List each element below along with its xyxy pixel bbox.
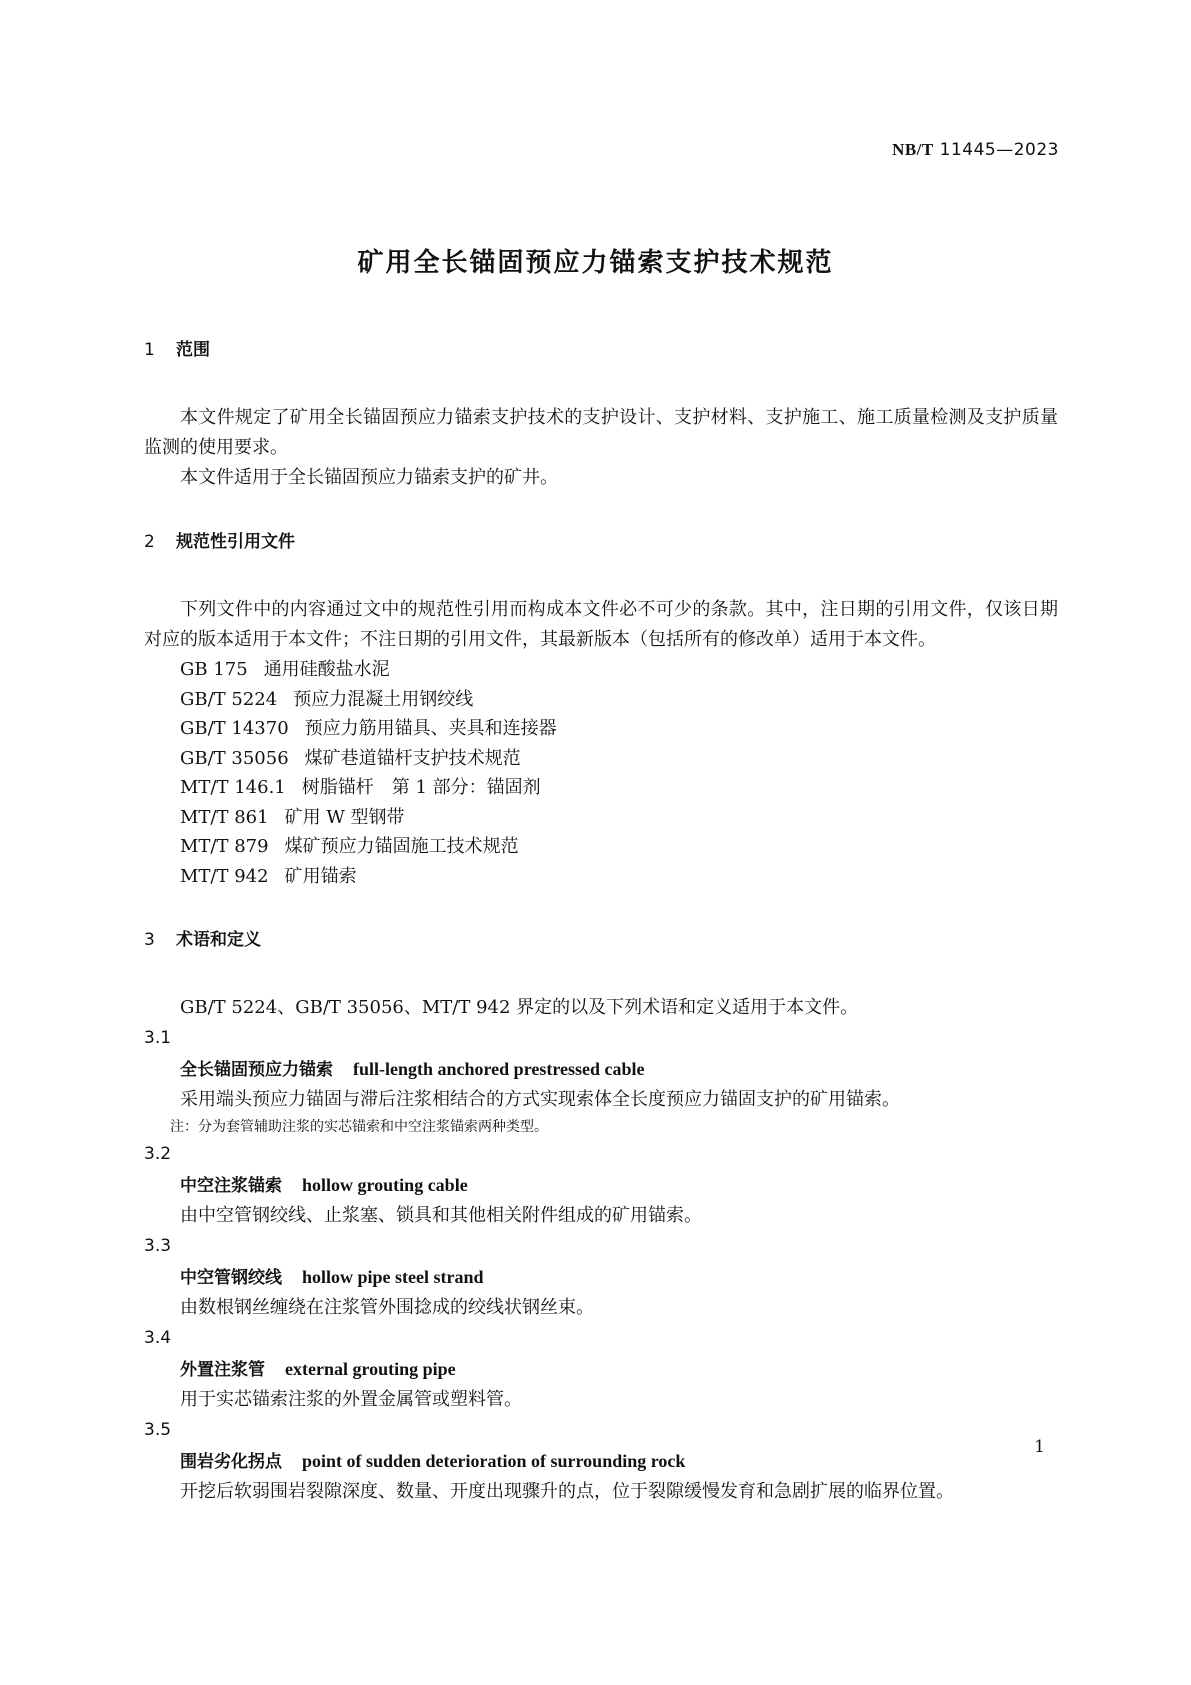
reference-title: 煤矿预应力锚固施工技术规范	[284, 836, 519, 857]
term-title	[144, 1262, 1058, 1293]
term-number: 3.1	[144, 1028, 172, 1048]
reference-code: MT/T 942	[180, 865, 269, 887]
section-title: 范围	[176, 340, 210, 360]
section-heading-references	[144, 527, 1058, 557]
term-title-en: point of sudden deterioration of surrounding rock	[302, 1451, 686, 1471]
section-title: 规范性引用文件	[176, 532, 295, 552]
section-heading-terms	[144, 925, 1058, 955]
reference-code: GB/T 14370	[180, 718, 289, 739]
term-title-zh: 中空注浆锚索	[180, 1176, 282, 1196]
term-title-en: hollow pipe steel strand	[302, 1267, 484, 1287]
terms-intro: GB/T 5224、GB/T 35056、MT/T 942 界定的以及下列术语和定义适用于本文件。	[180, 997, 859, 1018]
reference-code: GB 175	[180, 659, 248, 680]
term-definition: 用于实芯锚索注浆的外置金属管或塑料管。	[180, 1389, 522, 1410]
standard-code-number: 11445—2023	[939, 140, 1059, 160]
term-entry	[144, 1231, 1058, 1323]
reference-title: 树脂锚杆 第 1 部分：锚固剂	[301, 777, 541, 798]
term-title-zh: 中空管钢绞线	[180, 1268, 282, 1288]
reference-item	[144, 803, 1058, 833]
term-number: 3.2	[144, 1144, 172, 1164]
reference-title: 矿用锚索	[284, 865, 357, 887]
reference-item	[144, 862, 1058, 892]
term-title	[144, 1354, 1058, 1385]
term-number: 3.5	[144, 1420, 172, 1440]
reference-title: 通用硅酸盐水泥	[263, 659, 390, 680]
term-title	[144, 1446, 1058, 1477]
reference-title: 预应力筋用锚具、夹具和连接器	[304, 718, 557, 739]
term-entry	[144, 1323, 1058, 1415]
section-title: 术语和定义	[176, 930, 261, 950]
term-entry	[144, 1415, 1058, 1507]
term-definition: 采用端头预应力锚固与滞后注浆相结合的方式实现索体全长度预应力锚固支护的矿用锚索。	[180, 1089, 900, 1110]
standard-code-prefix: NB/T	[892, 140, 934, 159]
term-number: 3.3	[144, 1236, 172, 1256]
scope-paragraph-1: 本文件规定了矿用全长锚固预应力锚索支护技术的支护设计、支护材料、支护施工、施工质量检测及支护质量监测的使用要求。	[144, 407, 1058, 458]
reference-code: MT/T 861	[180, 806, 269, 828]
reference-item	[144, 773, 1058, 803]
reference-item	[144, 744, 1058, 774]
reference-title: 预应力混凝土用钢绞线	[293, 688, 474, 710]
reference-code: GB/T 35056	[180, 747, 289, 769]
document-body	[144, 335, 1058, 1507]
term-entry	[144, 1023, 1058, 1139]
term-title-en: external grouting pipe	[285, 1359, 456, 1379]
reference-code: MT/T 879	[180, 836, 269, 857]
term-definition: 由数根钢丝缠绕在注浆管外围捻成的绞线状钢丝束。	[180, 1297, 594, 1318]
reference-code: MT/T 146.1	[180, 777, 286, 798]
reference-item	[144, 655, 1058, 685]
term-definition: 由中空管钢绞线、止浆塞、锁具和其他相关附件组成的矿用锚索。	[180, 1205, 702, 1226]
section-heading-scope	[144, 335, 1058, 365]
document-title: 矿用全长锚固预应力锚索支护技术规范	[357, 248, 834, 278]
term-title-zh: 全长锚固预应力锚索	[180, 1060, 333, 1080]
section-number: 2	[144, 532, 155, 552]
reference-item	[144, 685, 1058, 715]
term-title-zh: 外置注浆管	[180, 1360, 265, 1380]
references-intro: 下列文件中的内容通过文中的规范性引用而构成本文件必不可少的条款。其中，注日期的引用文件，仅该日期对应的版本适用于本文件；不注日期的引用文件，其最新版本（包括所有的修改单）适用于本文件。	[144, 599, 1058, 650]
term-title-en: full-length anchored prestressed cable	[353, 1059, 645, 1079]
reference-item	[144, 714, 1058, 744]
scope-paragraph-2: 本文件适用于全长锚固预应力锚索支护的矿井。	[180, 467, 558, 488]
term-definition: 开挖后软弱围岩裂隙深度、数量、开度出现骤升的点，位于裂隙缓慢发育和急剧扩展的临界位置。	[180, 1481, 954, 1502]
reference-code: GB/T 5224	[180, 688, 278, 710]
term-title	[144, 1054, 1058, 1085]
term-number: 3.4	[144, 1328, 172, 1348]
term-note: 注：分为套管辅助注浆的实芯锚索和中空注浆锚索两种类型。	[170, 1119, 548, 1135]
reference-title: 煤矿巷道锚杆支护技术规范	[304, 747, 521, 769]
term-title-en: hollow grouting cable	[302, 1175, 468, 1195]
reference-title: 矿用 W 型钢带	[284, 806, 405, 828]
page-number: 1	[1034, 1437, 1045, 1457]
term-entry	[144, 1139, 1058, 1231]
reference-list	[144, 655, 1058, 891]
standard-code	[892, 140, 1059, 160]
term-title	[144, 1170, 1058, 1201]
term-title-zh: 围岩劣化拐点	[180, 1452, 282, 1472]
section-number: 3	[144, 930, 155, 950]
section-number: 1	[144, 340, 155, 360]
reference-item	[144, 832, 1058, 862]
